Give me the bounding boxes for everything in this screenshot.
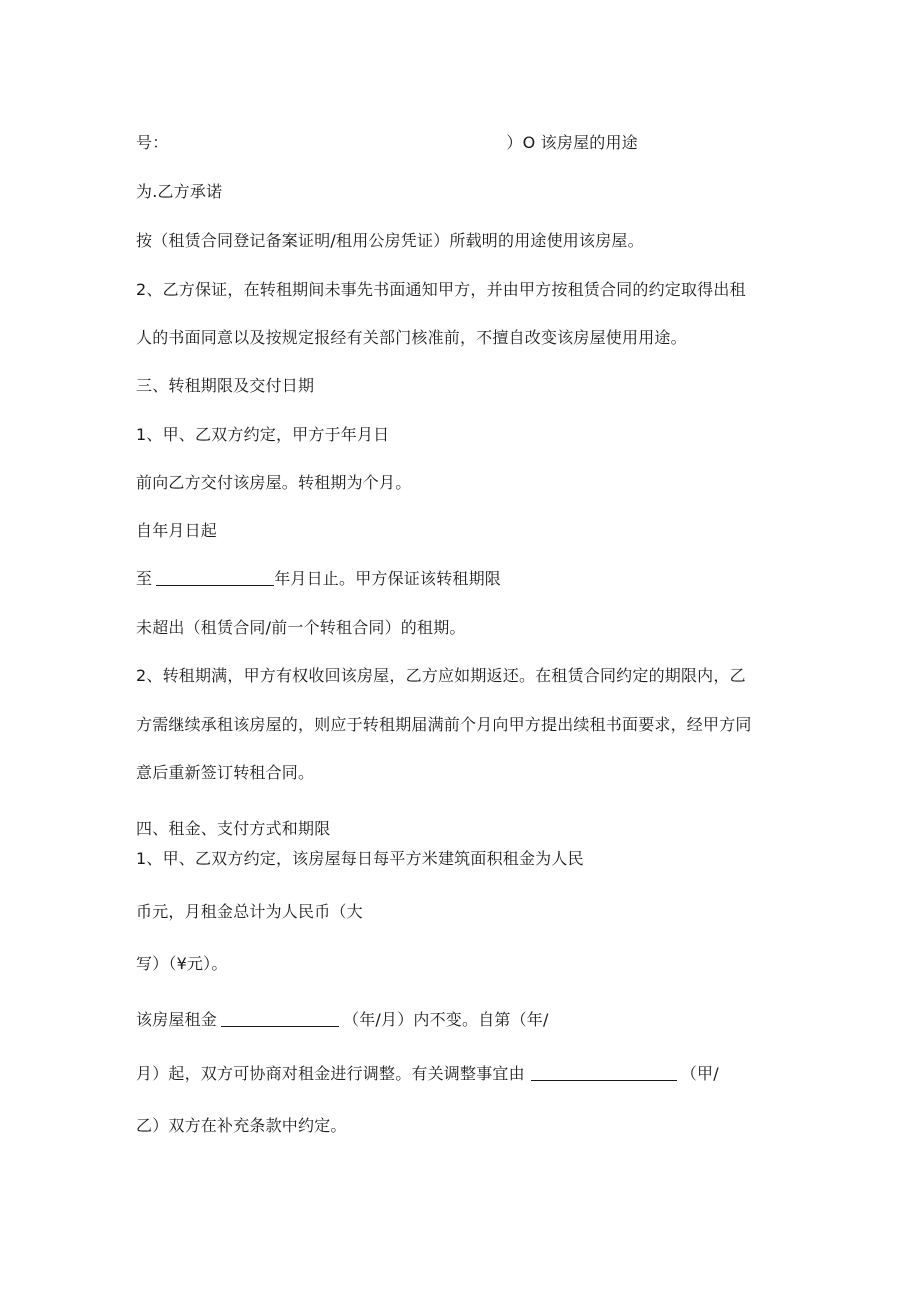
line-supplement: 乙）双方在补充条款中约定。 xyxy=(136,1116,347,1135)
line-term-limit: 未超出（租赁合同/前一个转租合同）的租期。 xyxy=(136,618,466,637)
text-number-label: 号： xyxy=(136,133,169,152)
line-rent-2: 币元，月租金总计为人民币（大 xyxy=(136,902,363,921)
line-term-1: 1、甲、乙双方约定，甲方于年月日 xyxy=(136,425,390,444)
line-rent-adjust xyxy=(136,1063,719,1085)
line-expiry-3: 意后重新签订转租合同。 xyxy=(136,763,315,782)
line-clause-2a: 2、乙方保证，在转租期间未事先书面通知甲方，并由甲方按租赁合同的约定取得出租 xyxy=(136,280,746,299)
line-clause-2b: 人的书面同意以及按规定报经有关部门核准前，不擅自改变该房屋使用用途。 xyxy=(136,328,687,347)
text-to: 至 xyxy=(136,569,153,588)
line-term-end xyxy=(136,568,501,590)
text-usage: ）O 该房屋的用途 xyxy=(506,133,638,152)
text-rent: 该房屋租金 xyxy=(136,1010,218,1029)
section-heading-rent: 四、租金、支付方式和期限 xyxy=(136,819,331,838)
line-usage-promise: 为.乙方承诺 xyxy=(136,182,223,201)
blank-underline xyxy=(221,1010,339,1027)
text-adjust: 月）起，双方可协商对租金进行调整。有关调整事宜由 xyxy=(136,1064,525,1083)
section-heading-term: 三、转租期限及交付日期 xyxy=(136,376,315,395)
line-expiry-1: 2、转租期满，甲方有权收回该房屋，乙方应如期返还。在租赁合同约定的期限内，乙 xyxy=(136,666,746,685)
line-expiry-2: 方需继续承租该房屋的，则应于转租期届满前个月向甲方提出续租书面要求，经甲方同 xyxy=(136,715,752,734)
line-usage-number xyxy=(136,132,638,154)
line-rent-1: 1、甲、乙双方约定，该房屋每日每平方米建筑面积租金为人民 xyxy=(136,849,584,868)
line-rent-3: 写）（¥元）。 xyxy=(136,954,228,973)
text-term-end: 年月日止。甲方保证该转租期限 xyxy=(274,569,502,588)
line-rent-fixed xyxy=(136,1009,549,1031)
line-usage-basis: 按（租赁合同登记备案证明/租用公房凭证）所载明的用途使用该房屋。 xyxy=(136,231,644,250)
line-term-2: 前向乙方交付该房屋。转租期为个月。 xyxy=(136,473,412,492)
text-rent-unchanged: （年/月）内不变。自第（年/ xyxy=(343,1010,549,1029)
blank-underline xyxy=(156,569,274,586)
line-term-start: 自年月日起 xyxy=(136,521,218,540)
text-party: （甲/ xyxy=(680,1064,719,1083)
blank-underline xyxy=(531,1064,677,1081)
